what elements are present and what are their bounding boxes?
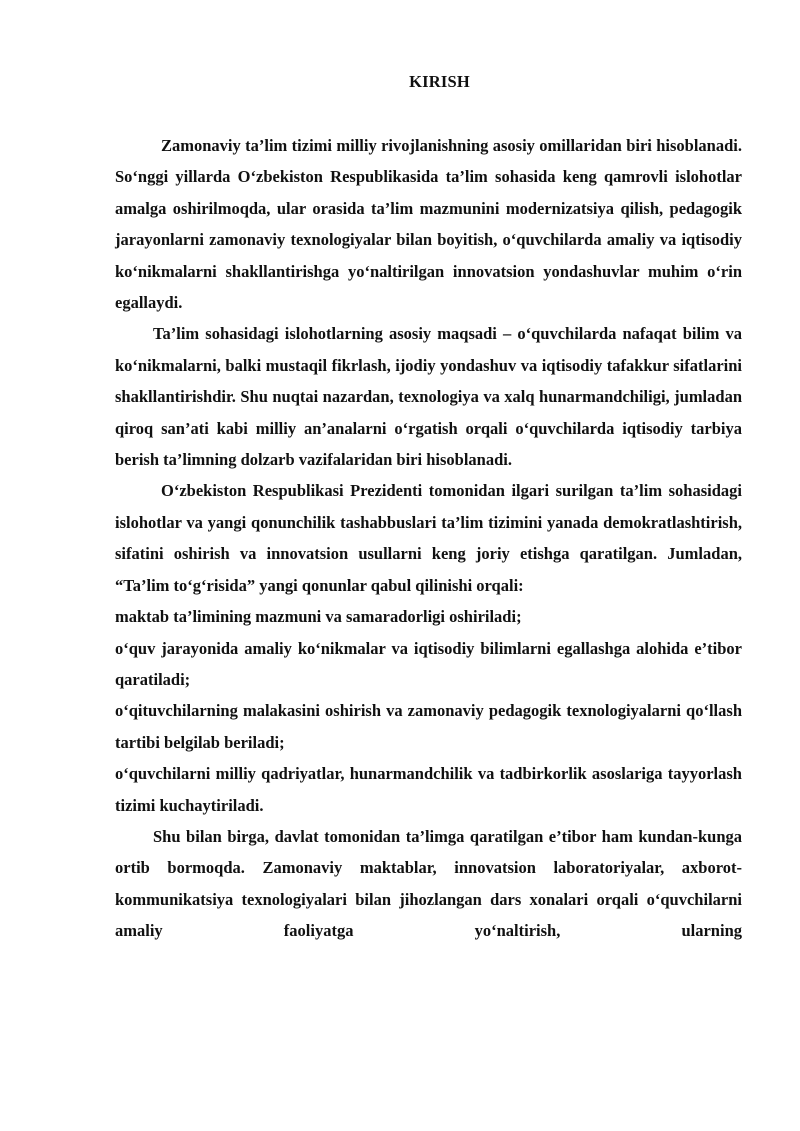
document-page xyxy=(115,72,742,947)
paragraph-presidential-initiatives: O‘zbekiston Respublikasi Prezidenti tomonidan ilgari surilgan ta’lim sohasidagi islohotlar va yangi qonunchilik tashabbuslari ta’lim tizimini yanada demokratlashtirish, sifatini oshirish va innovatsion usullarni keng joriy etishga qaratilgan. Jumladan, “Ta’lim to‘g‘risida” yangi qonunlar qabul qilinishi orqali: xyxy=(115,481,742,595)
list-item: o‘quvchilarni milliy qadriyatlar, hunarmandchilik va tadbirkorlik asoslariga tayyorlash tizimi kuchaytiriladi. xyxy=(115,764,742,815)
paragraph-intro: Zamonaviy ta’lim tizimi milliy rivojlanishning asosiy omillaridan biri hisoblanadi. So‘nggi yillarda O‘zbekiston Respublikasida ta’lim sohasida keng qamrovli islohotlar amalga oshirilmoqda, ular orasida ta’lim mazmunini modernizatsiya qilish, pedagogik jarayonlarni zamonaviy texnologiyalar bilan boyitish, o‘quvchilarda amaliy va iqtisodiy ko‘nikmalarni shakllantirishga yo‘naltirilgan innovatsion yondashuvlar muhim o‘rin egallaydi. xyxy=(115,136,742,313)
list-item: o‘quv jarayonida amaliy ko‘nikmalar va iqtisodiy bilimlarni egallashga alohida e’tibor qaratiladi; xyxy=(115,638,742,689)
page-title: KIRISH xyxy=(409,72,470,91)
list-item: maktab ta’limining mazmuni va samaradorligi oshiriladi; xyxy=(115,607,522,627)
paragraph-closing: Shu bilan birga, davlat tomonidan ta’limga qaratilgan e’tibor ham kundan-kunga ortib bormoqda. Zamonaviy maktablar, innovatsion laboratoriyalar, axborot-kommunikatsiya texnologiyalari bilan jihozlangan dars xonalari orqali o‘quvchilarni amaliy faoliyatga yo‘naltirish, ularning xyxy=(115,826,742,941)
paragraph-reform-goal: Ta’lim sohasidagi islohotlarning asosiy maqsadi – o‘quvchilarda nafaqat bilim va ko‘nikmalarni, balki mustaqil fikrlash, ijodiy yondashuv va iqtisodiy tafakkur sifatlarini shakllantirishdir. Shu nuqtai nazardan, texnologiya va xalq hunarmandchiligi, jumladan qiroq san’ati kabi milliy an’analarni o‘rgatish orqali o‘quvchilarda iqtisodiy tarbiya berish ta’limning dolzarb vazifalaridan biri hisoblanadi. xyxy=(115,324,742,470)
list-item: o‘qituvchilarning malakasini oshirish va zamonaviy pedagogik texnologiyalarni qo‘llash tartibi belgilab beriladi; xyxy=(115,701,742,752)
